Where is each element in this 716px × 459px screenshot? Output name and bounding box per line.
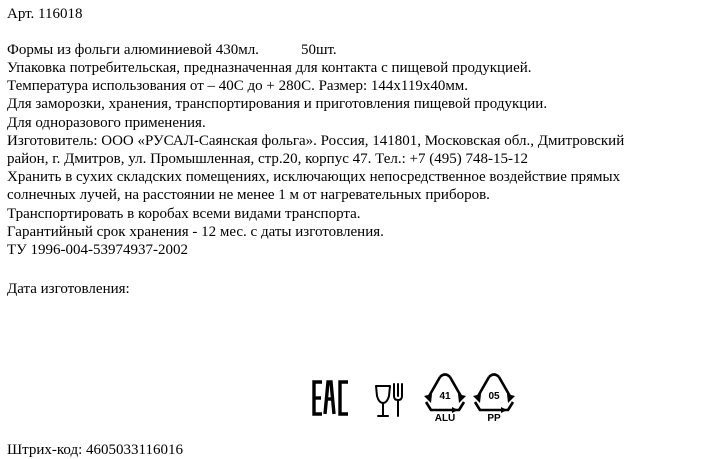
product-quantity: 50шт.: [300, 42, 337, 58]
storage-line: Хранить в сухих складских помещениях, исключающих непосредственное воздействие прямых: [7, 169, 621, 185]
pp-label: PP: [487, 413, 501, 422]
standard-line: ТУ 1996-004-53974937-2002: [7, 242, 189, 258]
description-line: Упаковка потребительская, предназначенная для контакта с пищевой продукцией.: [7, 60, 532, 76]
barcode-text: Штрих-код: 4605033116016: [7, 442, 183, 458]
product-line: [7, 41, 337, 59]
manufacture-date-label: Дата изготовления:: [7, 281, 130, 297]
storage-line: солнечных лучей, на расстоянии не менее 1 м от нагревательных приборов.: [7, 187, 490, 203]
pp-code: 05: [488, 391, 500, 402]
description-line: Температура использования от – 40С до + 280С. Размер: 144х119х40мм.: [7, 78, 469, 94]
recycle-pp-icon: [471, 372, 517, 422]
alu-code: 41: [439, 391, 451, 402]
manufacturer-line: Изготовитель: ООО «РУСАЛ-Саянская фольга». Россия, 141801, Московская обл., Дмитровский: [7, 133, 625, 149]
manufacturer-line: район, г. Дмитров, ул. Промышленная, стр.20, корпус 47. Тел.: +7 (495) 748-15-12: [7, 151, 528, 167]
eac-mark-icon: [312, 372, 352, 422]
description-line: Для заморозки, хранения, транспортирования и приготовления пищевой продукции.: [7, 96, 548, 112]
alu-label: ALU: [434, 413, 456, 422]
transport-line: Транспортировать в коробах всеми видами транспорта.: [7, 206, 361, 222]
article-number: Арт. 116018: [7, 6, 83, 22]
glass-fork-icon: [374, 372, 410, 422]
description-line: Для одноразового применения.: [7, 115, 206, 131]
warranty-line: Гарантийный срок хранения - 12 мес. с даты изготовления.: [7, 224, 384, 240]
recycle-alu-icon: [422, 372, 468, 422]
product-name: Формы из фольги алюминиевой 430мл.: [7, 42, 259, 58]
